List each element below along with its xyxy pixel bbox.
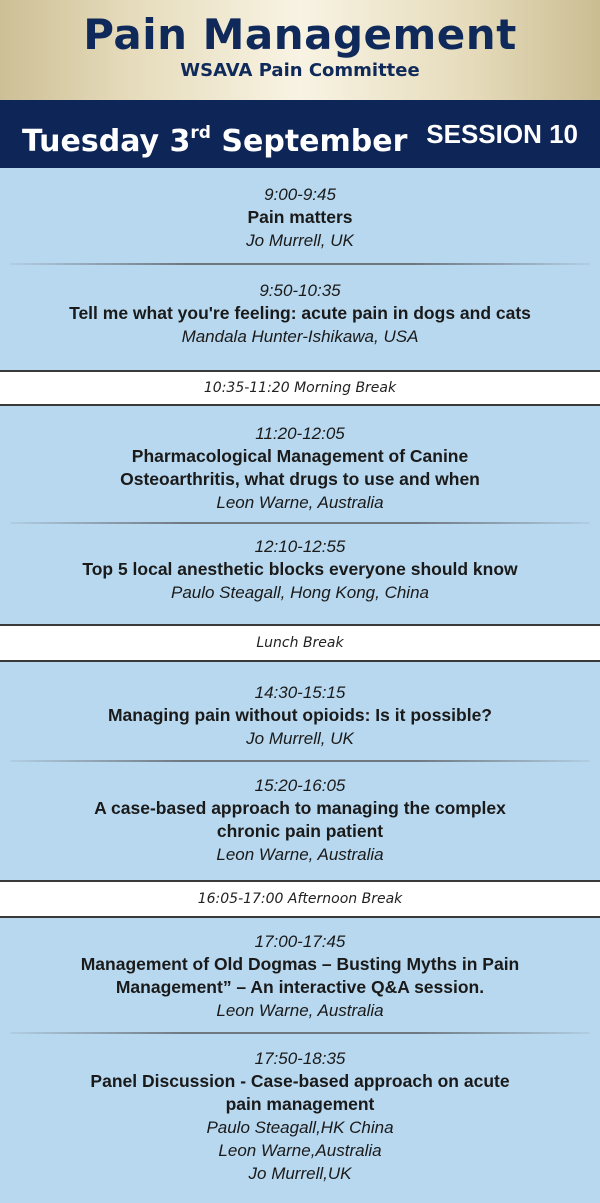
schedule-item xyxy=(0,762,600,880)
schedule-item xyxy=(0,1034,600,1203)
schedule-item xyxy=(0,406,600,524)
talk-speaker: Leon Warne,Australia xyxy=(218,1141,382,1160)
header-banner xyxy=(0,0,600,100)
talk-title-line: Management” – An interactive Q&A session. xyxy=(115,977,485,997)
talk-time: 15:20-16:05 xyxy=(254,776,346,795)
page-subtitle: WSAVA Pain Committee xyxy=(180,60,420,81)
talk-title-line: Pharmacological Management of Canine xyxy=(131,446,469,466)
schedule-item xyxy=(0,918,600,1034)
talk-speaker: Leon Warne, Australia xyxy=(216,493,384,512)
schedule-item xyxy=(0,524,600,624)
talk-time: 9:50-10:35 xyxy=(259,281,341,300)
schedule-item xyxy=(0,265,600,370)
session-label: SESSION 10 xyxy=(426,119,578,149)
talk-title-line: A case-based approach to managing the complex xyxy=(94,798,506,818)
talk-time: 17:00-17:45 xyxy=(254,932,346,951)
schedule-item xyxy=(0,662,600,762)
talk-time: 12:10-12:55 xyxy=(254,537,346,556)
talk-title: Pain matters xyxy=(247,207,353,227)
talk-title-line: pain management xyxy=(225,1094,375,1114)
break-row: 16:05-17:00 Afternoon Break xyxy=(0,880,600,918)
talk-title: Managing pain without opioids: Is it possible? xyxy=(107,705,493,725)
day-label xyxy=(22,113,407,162)
talk-title-line: Panel Discussion - Case-based approach on acute xyxy=(90,1071,510,1091)
talk-speaker: Leon Warne, Australia xyxy=(216,845,384,864)
talk-time: 9:00-9:45 xyxy=(264,185,336,204)
page-title: Pain Management xyxy=(83,10,517,59)
break-row: Lunch Break xyxy=(0,624,600,662)
talk-speaker: Jo Murrell, UK xyxy=(246,729,354,748)
day-label-suffix: rd xyxy=(190,123,211,143)
talk-speaker: Paulo Steagall,HK China xyxy=(206,1118,394,1137)
talk-time: 11:20-12:05 xyxy=(255,424,345,443)
talk-speaker: Jo Murrell, UK xyxy=(246,231,354,250)
talk-time: 14:30-15:15 xyxy=(254,683,346,702)
talk-speaker: Paulo Steagall, Hong Kong, China xyxy=(170,583,429,602)
talk-title-line: Management of Old Dogmas – Busting Myths in Pain xyxy=(80,954,520,974)
talk-title-line: chronic pain patient xyxy=(216,821,384,841)
day-label-main: Tuesday 3 xyxy=(22,124,191,159)
talk-title-line: Osteoarthritis, what drugs to use and when xyxy=(120,469,480,489)
talk-time: 17:50-18:35 xyxy=(254,1049,346,1068)
talk-title: Top 5 local anesthetic blocks everyone should know xyxy=(82,559,518,579)
schedule-item xyxy=(0,168,600,265)
talk-speaker: Mandala Hunter-Ishikawa, USA xyxy=(181,327,419,346)
talk-title: Tell me what you're feeling: acute pain in dogs and cats xyxy=(69,303,531,323)
talk-speaker: Leon Warne, Australia xyxy=(216,1001,384,1020)
break-row: 10:35-11:20 Morning Break xyxy=(0,370,600,406)
talk-speaker: Jo Murrell,UK xyxy=(248,1164,352,1183)
day-label-month: September xyxy=(210,124,408,159)
day-band xyxy=(0,100,600,168)
